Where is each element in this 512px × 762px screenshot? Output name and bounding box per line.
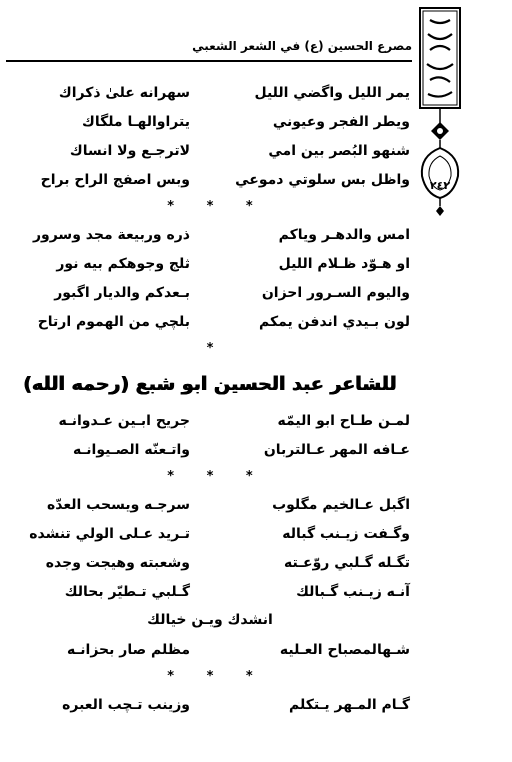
- first-hemistich: آنـه زيـنب گـبالك: [296, 583, 410, 600]
- first-hemistich: لون بـيدي اندفن يمكم: [259, 313, 410, 330]
- refrain-line: انشدك ويـن خيالك: [147, 612, 273, 628]
- running-header: [6, 34, 414, 58]
- second-hemistich: واتـعنّه الصـيوانـه: [73, 441, 190, 458]
- second-hemistich: سهرانه علىٰ ذكراك: [58, 84, 190, 101]
- second-hemistich: مظلم صار بحزانـه: [67, 641, 190, 658]
- stanza-2: [10, 220, 410, 336]
- second-hemistich: سرجـه ويسحب العدّه: [46, 496, 190, 513]
- couplet: [10, 548, 410, 577]
- couplet: [10, 690, 410, 719]
- couplet: [10, 307, 410, 336]
- stanza-divider: * * *: [167, 669, 267, 684]
- stanza-4: [10, 490, 410, 606]
- second-hemistich: گـلبي تـطيّر بحالك: [64, 583, 190, 600]
- second-hemistich: وشعبته وهيجت وجده: [45, 554, 190, 571]
- first-hemistich: ويطر الفجر وعيوني: [272, 113, 410, 130]
- book-emblem: [418, 6, 462, 218]
- first-hemistich: او هـوّد ظـلام الليل: [278, 255, 410, 272]
- first-hemistich: واليوم السـرور احزان: [261, 284, 410, 301]
- first-hemistich: تگـله گـلبي روّعـته: [284, 554, 410, 571]
- page-number: ٢٤٢: [429, 179, 451, 192]
- first-hemistich: عـافه المهر عـالتربان: [263, 441, 410, 458]
- first-hemistich: شنهو البُصر بين امي: [268, 142, 410, 159]
- header-rule: [6, 60, 412, 62]
- couplet: [10, 220, 410, 249]
- second-hemistich: بلچي من الهموم ارتاح: [37, 313, 190, 330]
- first-hemistich: وگـفت زيـنب گباله: [282, 525, 410, 542]
- first-hemistich: واظل بس سلوتي دموعي: [235, 171, 410, 188]
- first-hemistich: امس والدهـر وياكم: [278, 226, 410, 243]
- second-hemistich: تـريد عـلى الولي تنشده: [29, 525, 190, 542]
- stanza-divider: * * *: [167, 199, 267, 214]
- first-hemistich: لمـن طـاح ابو اليمّه: [277, 412, 410, 429]
- couplet: [10, 435, 410, 464]
- first-hemistich: شـهالمصباح العـليه: [279, 641, 410, 658]
- couplet: [10, 635, 410, 664]
- first-hemistich: يمر الليل واگضي الليل: [254, 84, 410, 101]
- stanza-5: [10, 635, 410, 664]
- second-hemistich: جريح ابـين عـدوانـه: [58, 412, 190, 429]
- second-hemistich: ثلج وجوهكم بيه نور: [56, 255, 190, 272]
- second-hemistich: وزينب تـچب العبره: [62, 696, 190, 713]
- couplet: [10, 136, 410, 165]
- section-divider: *: [206, 341, 214, 356]
- stanza-1: [10, 78, 410, 194]
- couplet: [10, 490, 410, 519]
- second-hemistich: يتراوالهـا ملگاك: [81, 113, 190, 130]
- couplet: [10, 577, 410, 606]
- stanza-3: [10, 406, 410, 464]
- second-hemistich: ذره وربيعة مجد وسرور: [32, 226, 190, 243]
- couplet: [10, 78, 410, 107]
- section-title: للشاعر عبد الحسين ابو شبع (رحمه الله): [23, 373, 397, 395]
- stanza-divider: * * *: [167, 469, 267, 484]
- second-hemistich: وبس اصفج الراح براح: [40, 171, 190, 188]
- stanza-6: [10, 690, 410, 719]
- couplet: [10, 249, 410, 278]
- couplet: [10, 406, 410, 435]
- couplet: [10, 107, 410, 136]
- second-hemistich: بـعدكم والديار اگبور: [54, 284, 190, 301]
- couplet: [10, 165, 410, 194]
- first-hemistich: اگبل عـالخيم مگلوب: [272, 496, 410, 513]
- second-hemistich: لاترجـع ولا انساك: [69, 142, 190, 159]
- first-hemistich: گـام المـهر يـتكلم: [289, 696, 410, 713]
- couplet: [10, 519, 410, 548]
- couplet: [10, 278, 410, 307]
- running-title: مصرع الحسين (ع) في الشعر الشعبي: [192, 39, 412, 53]
- poem-body: [10, 78, 410, 719]
